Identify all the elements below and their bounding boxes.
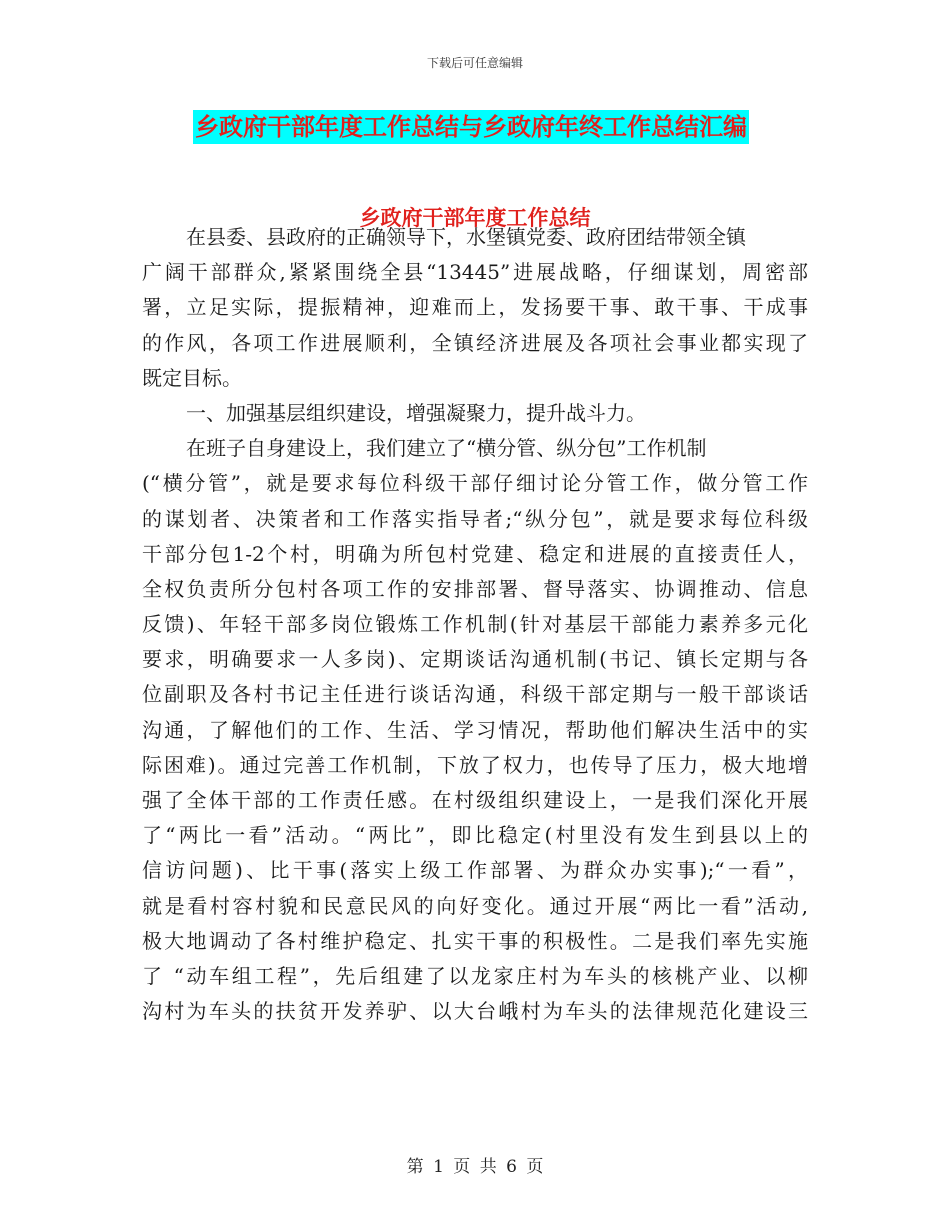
paragraph-line: 了 “动车组工程”，先后组建了以龙家庄村为车头的核桃产业、以柳 — [142, 963, 808, 988]
paragraph-line: 反馈)、年轻干部多岗位锻炼工作机制(针对基层干部能力素养多元化 — [142, 612, 808, 637]
paragraph-line: 干部分包1-2个村，明确为所包村党建、稳定和进展的直接责任人， — [142, 541, 808, 566]
paragraph-line: 一、加强基层组织建设，增强凝聚力，提升战斗力。 — [186, 400, 646, 425]
paragraph-line: 位副职及各村书记主任进行谈话沟通，科级干部定期与一般干部谈话 — [142, 682, 808, 707]
page-footer: 第 1 页 共 6 页 — [406, 1157, 544, 1177]
paragraph-line: 了“两比一看”活动。“两比”，即比稳定(村里没有发生到县以上的 — [142, 823, 808, 848]
document-title: 乡政府干部年度工作总结与乡政府年终工作总结汇编 — [193, 110, 749, 144]
paragraph-line: 全权负责所分包村各项工作的安排部署、督导落实、协调推动、信息 — [142, 576, 808, 601]
paragraph-line: 极大地调动了各村维护稳定、扎实干事的积极性。二是我们率先实施 — [142, 928, 808, 953]
paragraph-line: 的作风，各项工作进展顺利，全镇经济进展及各项社会事业都实现了 — [142, 330, 808, 355]
body-text — [142, 220, 808, 1029]
paragraph-line: 既定目标。 — [142, 365, 242, 390]
paragraph-line: 广阔干部群众,紧紧围绕全县“13445”进展战略，仔细谋划，周密部 — [142, 260, 808, 285]
paragraph-line: 强了全体干部的工作责任感。在村级组织建设上，一是我们深化开展 — [142, 788, 808, 812]
paragraph-line: 信访问题)、比干事(落实上级工作部署、为群众办实事);“一看”， — [142, 858, 808, 883]
paragraph-line: 际困难)。通过完善工作机制，下放了权力，也传导了压力，极大地增 — [142, 752, 808, 777]
paragraph-line: 的谋划者、决策者和工作落实指导者;“纵分包”，就是要求每位科级 — [142, 506, 808, 531]
header-note: 下载后可任意编辑 — [426, 56, 523, 70]
paragraph-line: (“横分管”，就是要求每位科级干部仔细讨论分管工作，做分管工作 — [142, 471, 808, 496]
paragraph-line: 就是看村容村貌和民意民风的向好变化。通过开展“两比一看”活动, — [142, 893, 808, 918]
paragraph-line: 要求，明确要求一人多岗)、定期谈话沟通机制(书记、镇长定期与各 — [142, 647, 808, 672]
paragraph-line: 在县委、县政府的正确领导下，水堡镇党委、政府团结带领全镇 — [186, 225, 746, 249]
paragraph-line: 署，立足实际，提振精神，迎难而上，发扬要干事、敢干事、干成事 — [142, 295, 808, 320]
paragraph-line: 在班子自身建设上，我们建立了“横分管、纵分包”工作机制 — [186, 436, 707, 461]
paragraph-line: 沟通，了解他们的工作、生活、学习情况，帮助他们解决生活中的实 — [142, 717, 808, 742]
section-title: 乡政府干部年度工作总结 — [359, 206, 591, 230]
paragraph-line: 沟村为车头的扶贫开发养驴、以大台峨村为车头的法律规范化建设三 — [142, 999, 808, 1024]
